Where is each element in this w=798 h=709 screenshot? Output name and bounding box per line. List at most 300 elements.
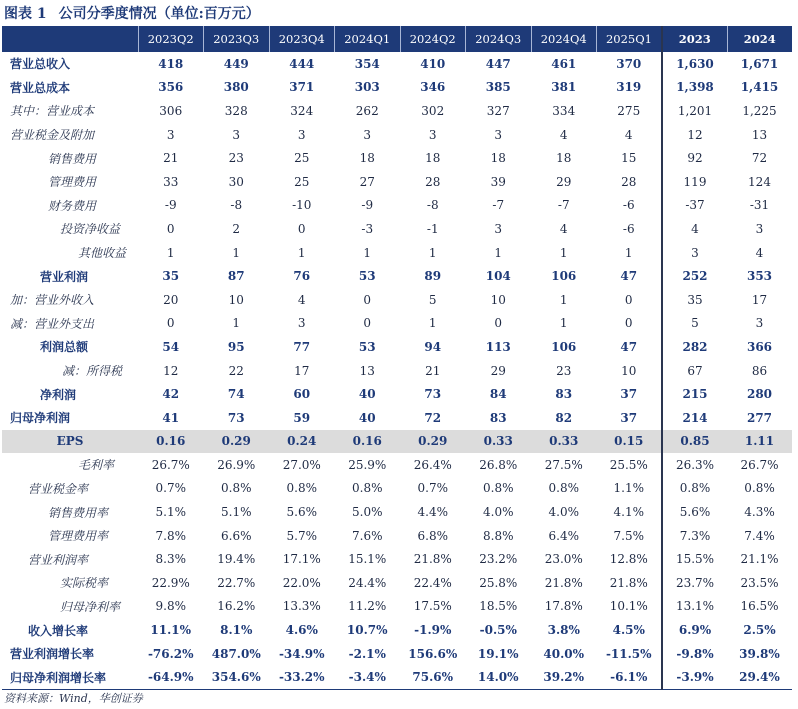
table-cell: 1.1%: [613, 481, 644, 496]
row-label: EPS: [2, 430, 138, 454]
table-cell: 23.5%: [740, 575, 779, 590]
table-row: [2, 595, 792, 619]
table-cell: 0.8%: [662, 477, 727, 501]
table-cell: 77: [293, 339, 311, 354]
table-cell: 21.1%: [740, 552, 779, 567]
table-cell: 1: [428, 245, 437, 260]
table-cell: 3: [755, 221, 764, 236]
table-cell: 371: [289, 80, 315, 95]
header-corner: [2, 26, 138, 52]
table-cell: -11.5%: [605, 646, 652, 661]
table-cell: 410: [420, 56, 446, 71]
table-number: 图表 1: [4, 6, 47, 22]
table-row: [2, 312, 792, 336]
table-cell: 354: [354, 56, 380, 71]
table-cell: 26.4%: [413, 457, 452, 472]
table-cell: 18: [556, 151, 572, 166]
table-row: [2, 382, 792, 406]
table-cell: 18: [425, 151, 441, 166]
column-header-annual: 2023: [662, 26, 727, 52]
table-cell: 5: [428, 292, 437, 307]
table-cell: 25: [294, 151, 310, 166]
table-row: [2, 547, 792, 571]
table-cell: 0.29: [204, 430, 270, 454]
table-cell: -3.4%: [335, 665, 401, 689]
table-row: [2, 335, 792, 359]
table-cell: -9.8%: [662, 642, 727, 666]
table-cell: 23.2%: [479, 552, 518, 567]
table-cell: 1: [624, 245, 633, 260]
table-cell: 23: [556, 363, 572, 378]
table-cell: 5.6%: [286, 505, 317, 520]
table-cell: 4: [559, 221, 568, 236]
table-row: [2, 288, 792, 312]
table-row: [2, 241, 792, 265]
table-cell: 106: [551, 269, 577, 284]
table-cell: 346: [420, 80, 446, 95]
table-cell: 33: [163, 174, 179, 189]
table-row: [2, 618, 792, 642]
table-cell: 119: [662, 170, 727, 194]
row-label: 营业总收入: [10, 57, 71, 72]
table-cell: 54: [162, 339, 180, 354]
table-cell: 4.5%: [612, 623, 645, 638]
table-cell: 1,671: [740, 56, 779, 71]
table-row: [2, 524, 792, 548]
table-cell: 444: [289, 56, 315, 71]
table-cell: 327: [486, 103, 510, 118]
table-cell: 252: [662, 264, 727, 288]
table-cell: 27.5%: [544, 457, 583, 472]
table-cell: 449: [223, 56, 249, 71]
column-header: 2024Q4: [531, 26, 597, 52]
table-cell: 3.8%: [547, 623, 580, 638]
table-cell: 275: [617, 103, 641, 118]
table-cell: 306: [159, 103, 183, 118]
table-cell: 0.8%: [744, 481, 775, 496]
table-cell: 7.5%: [613, 528, 644, 543]
table-cell: 83: [555, 387, 573, 402]
table-cell: 28: [621, 174, 637, 189]
row-label: 销售费用率: [48, 505, 109, 520]
table-cell: 29: [490, 363, 506, 378]
table-cell: 83: [489, 410, 507, 425]
table-cell: 354.6%: [204, 665, 270, 689]
table-cell: 0: [624, 292, 633, 307]
table-cell: -9: [164, 198, 177, 213]
quarterly-financials-table: [2, 26, 792, 690]
table-row: [2, 194, 792, 218]
table-cell: 21.8%: [413, 552, 452, 567]
table-cell: 6.4%: [548, 528, 579, 543]
table-cell: 25.8%: [479, 575, 518, 590]
table-cell: 8.8%: [483, 528, 514, 543]
table-cell: 10.7%: [346, 623, 388, 638]
table-cell: 15: [621, 151, 637, 166]
table-cell: 1.11: [727, 430, 792, 454]
table-cell: 0.33: [466, 430, 532, 454]
table-cell: 16.2%: [217, 599, 256, 614]
table-cell: 59: [293, 410, 311, 425]
row-label: 财务费用: [48, 198, 97, 213]
table-cell: 1: [232, 245, 241, 260]
table-cell: 40: [358, 387, 376, 402]
table-cell: 18.5%: [479, 599, 518, 614]
table-cell: 3: [232, 127, 241, 142]
table-cell: 21: [425, 363, 441, 378]
table-cell: 13.3%: [282, 599, 321, 614]
row-label: 实际税率: [60, 576, 109, 591]
table-cell: 0.7%: [417, 481, 448, 496]
table-cell: 6.8%: [417, 528, 448, 543]
table-cell: 3: [428, 127, 437, 142]
table-cell: 4.3%: [744, 505, 775, 520]
table-cell: -10: [292, 198, 312, 213]
table-cell: 5: [662, 312, 727, 336]
column-header: 2024Q1: [335, 26, 401, 52]
table-cell: 41: [162, 410, 180, 425]
table-cell: 328: [224, 103, 248, 118]
table-cell: 447: [485, 56, 511, 71]
table-cell: 0: [363, 316, 372, 331]
table-caption: 公司分季度情况（单位:百万元）: [58, 6, 260, 22]
table-cell: 1: [559, 245, 568, 260]
table-cell: 60: [293, 387, 311, 402]
table-row: [2, 453, 792, 477]
table-cell: 39.8%: [739, 646, 780, 661]
table-cell: 26.9%: [217, 457, 256, 472]
table-cell: 0.8%: [548, 481, 579, 496]
table-cell: 3: [494, 127, 503, 142]
table-cell: 324: [290, 103, 314, 118]
table-cell: 461: [551, 56, 577, 71]
table-cell: 124: [748, 174, 771, 189]
table-cell: 28: [425, 174, 441, 189]
table-cell: 27.0%: [282, 457, 321, 472]
table-cell: 0.8%: [221, 481, 252, 496]
row-label: 管理费用率: [48, 529, 109, 544]
row-label: 净利润: [40, 387, 77, 402]
table-cell: 72: [424, 410, 442, 425]
table-cell: 22.4%: [413, 575, 452, 590]
table-cell: 39.2%: [531, 665, 597, 689]
table-cell: 21.8%: [544, 575, 583, 590]
table-cell: 10.1%: [609, 599, 648, 614]
table-cell: 74: [227, 387, 245, 402]
column-header: 2023Q3: [204, 26, 270, 52]
table-cell: 40: [358, 410, 376, 425]
row-label: 营业利润率: [28, 552, 89, 567]
table-cell: 277: [746, 410, 773, 425]
table-cell: 73: [227, 410, 245, 425]
table-cell: -6: [622, 221, 635, 236]
column-header-annual: 2024: [727, 26, 792, 52]
table-cell: 104: [485, 269, 511, 284]
table-cell: 30: [228, 174, 244, 189]
table-cell: 16.5%: [740, 599, 779, 614]
table-cell: 0.7%: [155, 481, 186, 496]
table-cell: 17.5%: [413, 599, 452, 614]
table-cell: 0.24: [269, 430, 335, 454]
row-label: 其他收益: [78, 246, 127, 261]
table-cell: 0.33: [531, 430, 597, 454]
row-label: 营业税金率: [28, 481, 89, 496]
table-cell: 0: [166, 221, 175, 236]
table-cell: 353: [746, 269, 773, 284]
table-cell: -2.1%: [348, 646, 386, 661]
table-cell: 39: [490, 174, 506, 189]
table-cell: 35: [662, 288, 727, 312]
row-label: 投资净收益: [60, 222, 121, 237]
table-cell: 1,225: [742, 103, 777, 118]
table-row: [2, 477, 792, 501]
table-cell: 15.1%: [348, 552, 387, 567]
table-cell: 380: [223, 80, 249, 95]
table-cell: 13: [751, 127, 768, 142]
table-cell: 21.8%: [609, 575, 648, 590]
table-cell: 0.15: [597, 430, 663, 454]
table-cell: 3: [494, 221, 503, 236]
table-cell: 5.6%: [662, 500, 727, 524]
row-label: 减：所得税: [62, 364, 123, 379]
table-cell: 24.4%: [348, 575, 387, 590]
table-cell: 22.9%: [151, 575, 190, 590]
table-cell: 262: [355, 103, 379, 118]
table-cell: 5.0%: [352, 505, 383, 520]
column-header: 2023Q4: [269, 26, 335, 52]
table-row: [2, 359, 792, 383]
table-cell: 73: [424, 387, 442, 402]
table-cell: -0.5%: [479, 623, 517, 638]
table-cell: 1: [166, 245, 175, 260]
table-cell: 17: [294, 363, 310, 378]
table-cell: 215: [662, 382, 727, 406]
table-cell: 67: [662, 359, 727, 383]
table-cell: 18: [490, 151, 506, 166]
table-cell: 4.0%: [483, 505, 514, 520]
table-cell: 6.9%: [662, 618, 727, 642]
table-cell: 5.1%: [221, 505, 252, 520]
table-cell: 19.1%: [477, 646, 519, 661]
table-cell: 1,630: [662, 52, 727, 76]
column-header: 2024Q2: [400, 26, 466, 52]
table-cell: 3: [755, 316, 764, 331]
table-cell: 4: [559, 127, 568, 142]
table-row: [2, 146, 792, 170]
table-cell: -1.9%: [414, 623, 452, 638]
table-cell: 17.8%: [544, 599, 583, 614]
table-cell: 20: [163, 292, 179, 307]
row-label: 收入增长率: [28, 623, 89, 638]
table-cell: 3: [297, 316, 306, 331]
table-cell: 22.0%: [282, 575, 321, 590]
table-cell: 7.8%: [155, 528, 186, 543]
table-cell: 1,398: [662, 76, 727, 100]
table-row: [2, 170, 792, 194]
table-cell: 487.0%: [211, 646, 261, 661]
table-cell: 1: [494, 245, 503, 260]
table-cell: 87: [227, 269, 245, 284]
column-header: 2023Q2: [138, 26, 204, 52]
table-cell: 40.0%: [543, 646, 585, 661]
table-cell: 0: [363, 292, 372, 307]
table-cell: 303: [354, 80, 380, 95]
table-cell: 1: [559, 292, 568, 307]
table-cell: 4: [662, 217, 727, 241]
table-cell: 5.1%: [155, 505, 186, 520]
table-cell: -6.1%: [597, 665, 663, 689]
table-row: [2, 264, 792, 288]
table-cell: 94: [424, 339, 442, 354]
table-cell: -3: [361, 221, 374, 236]
table-cell: 302: [421, 103, 445, 118]
table-cell: 8.1%: [220, 623, 253, 638]
table-cell: -1: [426, 221, 439, 236]
table-cell: 280: [746, 387, 773, 402]
table-cell: 25.5%: [609, 457, 648, 472]
table-cell: 76: [293, 269, 311, 284]
table-cell: 26.3%: [662, 453, 727, 477]
table-cell: 0: [297, 221, 306, 236]
table-cell: 26.7%: [151, 457, 190, 472]
table-cell: 0: [494, 316, 503, 331]
source-note: 资料来源：Wind，华创证券: [4, 692, 143, 705]
table-cell: 22.7%: [217, 575, 256, 590]
table-cell: 1,415: [740, 80, 779, 95]
table-cell: 2: [232, 221, 241, 236]
table-cell: 17.1%: [282, 552, 321, 567]
table-cell: 418: [158, 56, 184, 71]
row-label: 毛利率: [78, 458, 115, 473]
table-cell: -37: [662, 194, 727, 218]
row-label: 加：营业外收入: [10, 293, 95, 308]
table-cell: -8: [230, 198, 243, 213]
table-cell: 0: [166, 316, 175, 331]
table-cell: 72: [751, 151, 768, 166]
table-row: [2, 76, 792, 100]
table-cell: 42: [162, 387, 180, 402]
table-cell: 1: [363, 245, 372, 260]
table-cell: -34.9%: [278, 646, 325, 661]
table-cell: 14.0%: [466, 665, 532, 689]
column-header: 2025Q1: [597, 26, 663, 52]
table-cell: 12.8%: [609, 552, 648, 567]
table-cell: 95: [227, 339, 245, 354]
row-label: 营业总成本: [10, 80, 71, 95]
table-cell: 3: [297, 127, 306, 142]
table-cell: 356: [158, 80, 184, 95]
table-cell: 4: [624, 127, 633, 142]
table-cell: 3: [363, 127, 372, 142]
table-cell: 7.6%: [352, 528, 383, 543]
table-cell: 86: [751, 363, 768, 378]
table-row: [2, 217, 792, 241]
table-cell: 10: [621, 363, 637, 378]
table-cell: 11.2%: [348, 599, 387, 614]
table-cell: 0.85: [662, 430, 727, 454]
row-label: 归母净利润: [10, 411, 71, 426]
table-cell: 12: [662, 123, 727, 147]
table-cell: 15.5%: [662, 547, 727, 571]
table-cell: 75.6%: [400, 665, 466, 689]
table-cell: 19.4%: [217, 552, 256, 567]
table-cell: 366: [746, 339, 773, 354]
table-cell: 23.7%: [662, 571, 727, 595]
table-cell: 4: [297, 292, 306, 307]
table-cell: 47: [620, 269, 638, 284]
table-cell: 1,201: [662, 99, 727, 123]
table-cell: 23: [228, 151, 244, 166]
table-row: [2, 123, 792, 147]
row-label: 营业利润增长率: [10, 647, 95, 662]
table-cell: 2.5%: [743, 623, 776, 638]
table-cell: 214: [662, 406, 727, 430]
table-cell: 37: [620, 410, 638, 425]
table-cell: -7: [492, 198, 505, 213]
table-cell: 53: [358, 339, 376, 354]
table-row: [2, 642, 792, 666]
table-cell: 13: [359, 363, 375, 378]
table-cell: 1: [428, 316, 437, 331]
table-cell: 25.9%: [348, 457, 387, 472]
table-cell: 23.0%: [544, 552, 583, 567]
row-label: 营业利润: [40, 269, 89, 284]
table-body: [2, 52, 792, 690]
table-cell: 0.29: [400, 430, 466, 454]
table-cell: -6: [622, 198, 635, 213]
table-title: [4, 2, 260, 26]
table-row: [2, 99, 792, 123]
table-cell: -76.2%: [147, 646, 194, 661]
table-cell: 4.6%: [285, 623, 318, 638]
table-cell: -9: [361, 198, 374, 213]
table-cell: 0.16: [138, 430, 204, 454]
table-cell: 1: [232, 316, 241, 331]
table-cell: 89: [424, 269, 442, 284]
table-cell: 17: [751, 292, 768, 307]
table-cell: 10: [228, 292, 244, 307]
row-label: 营业税金及附加: [10, 128, 95, 143]
table-cell: 92: [662, 146, 727, 170]
table-cell: 26.8%: [479, 457, 518, 472]
row-label: 利润总额: [40, 340, 89, 355]
row-label: 减：营业外支出: [10, 316, 95, 331]
table-cell: 0.8%: [352, 481, 383, 496]
table-cell: 84: [489, 387, 507, 402]
table-cell: -33.2%: [269, 665, 335, 689]
table-cell: 37: [620, 387, 638, 402]
table-row: [2, 571, 792, 595]
row-label: 管理费用: [48, 175, 97, 190]
header-row: [2, 26, 792, 52]
table-cell: 381: [551, 80, 577, 95]
table-cell: 4.1%: [613, 505, 644, 520]
table-cell: 334: [552, 103, 576, 118]
table-cell: 7.3%: [662, 524, 727, 548]
table-cell: 22: [228, 363, 244, 378]
table-row: [2, 665, 792, 689]
table-cell: -3.9%: [662, 665, 727, 689]
table-cell: 106: [551, 339, 577, 354]
table-cell: 282: [662, 335, 727, 359]
table-cell: 8.3%: [155, 552, 186, 567]
table-cell: 21: [163, 151, 179, 166]
table-cell: 18: [359, 151, 375, 166]
table-cell: 1: [297, 245, 306, 260]
table-cell: -64.9%: [138, 665, 204, 689]
table-cell: 12: [163, 363, 179, 378]
table-cell: 385: [485, 80, 511, 95]
